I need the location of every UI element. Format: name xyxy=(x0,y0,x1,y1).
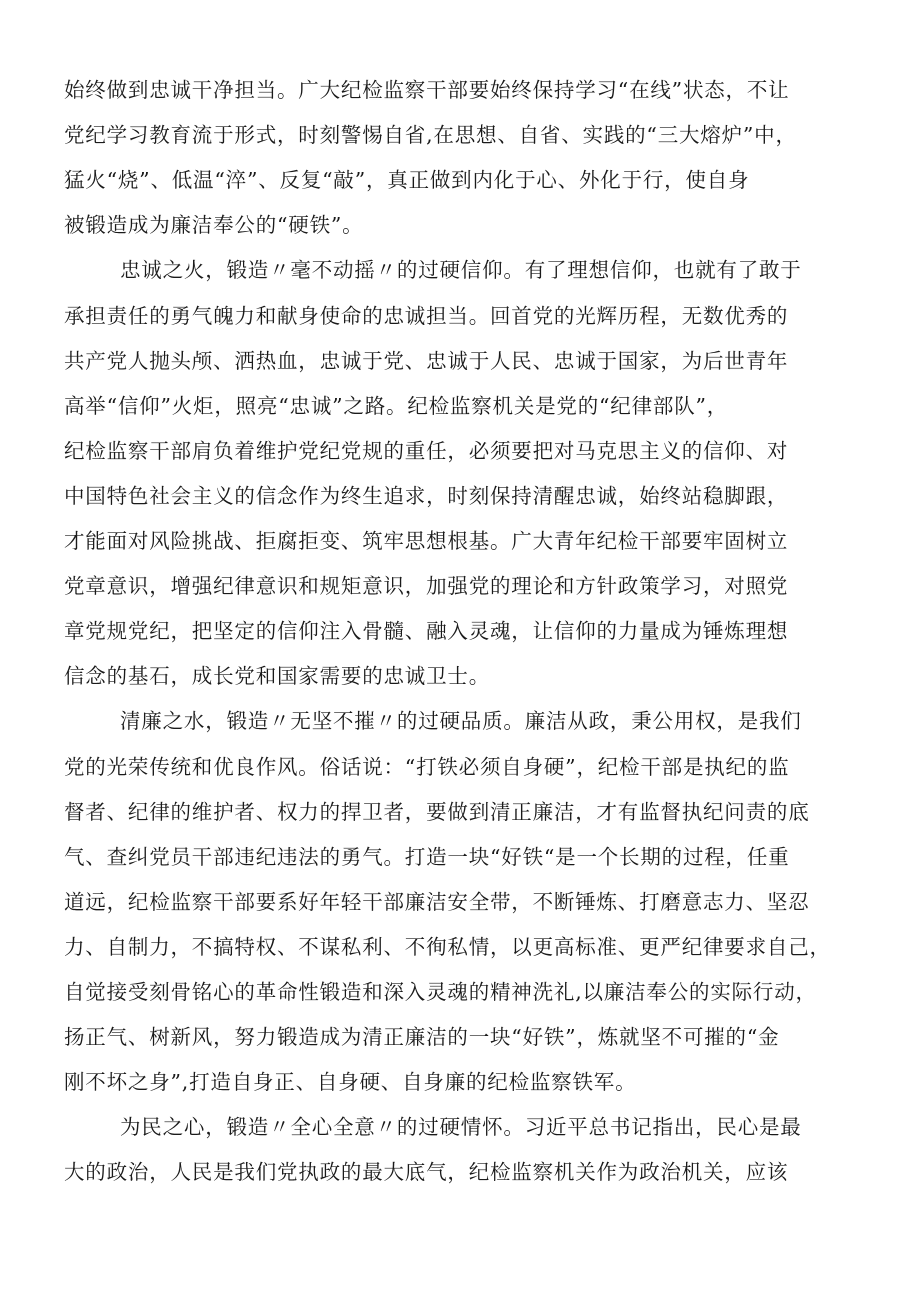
text-line: 纪检监察干部肩负着维护党纪党规的重任，必须要把对马克思主义的信仰、对 xyxy=(64,438,789,463)
text-line: 气、查纠党员干部违纪违法的勇气。打造一块“好铁“是一个长期的过程，任重 xyxy=(64,844,790,869)
text-line: 党纪学习教育流于形式，时刻警惕自省,在思想、自省、实践的“三大熔炉”中， xyxy=(64,123,797,148)
text-line: 承担责任的勇气魄力和献身使命的忠诚担当。回首党的光辉历程，无数优秀的 xyxy=(64,303,789,328)
text-line: 共产党人抛头颅、洒热血，忠诚于党、忠诚于人民、忠诚于国家，为后世青年 xyxy=(64,348,789,373)
paragraph-first-line: 为民之心，锻造〃全心全意〃的过硬情怀。习近平总书记指出，民心是最 xyxy=(120,1115,802,1140)
text-line: 章党规党纪，把坚定的信仰注入骨髓、融入灵魂，让信仰的力量成为锤炼理想 xyxy=(64,619,789,644)
text-line: 扬正气、树新风，努力锻造成为清正廉洁的一块“好铁”，炼就坚不可摧的“金 xyxy=(64,1025,780,1050)
text-line: 猛火“烧”、低温“淬”、反复“敲”，真正做到内化于心、外化于行，使自身 xyxy=(64,168,750,193)
text-line: 高举“信仰”火炬，照亮“忠诚”之路。纪检监察机关是党的“纪律部队”， xyxy=(64,393,729,418)
paragraph-first-line: 清廉之水，锻造〃无坚不摧〃的过硬品质。廉洁从政，秉公用权，是我们 xyxy=(120,709,802,734)
text-line: 自觉接受刻骨铭心的革命性锻造和深入灵魂的精神洗礼,以廉洁奉公的实际行动， xyxy=(64,980,817,1004)
text-line: 被锻造成为廉洁奉公的“硬铁”。 xyxy=(64,213,364,238)
text-line: 督者、纪律的维护者、权力的捍卫者，要做到清正廉洁，才有监督执纪问责的底 xyxy=(64,799,810,824)
text-line: 党章意识，增强纪律意识和规矩意识，加强党的理论和方针政策学习，对照党 xyxy=(64,574,789,599)
text-line: 中国特色社会主义的信念作为终生追求，时刻保持清醒忠诚，始终站稳脚跟， xyxy=(64,483,789,508)
text-line: 力、自制力，不搞特权、不谋私利、不徇私情，以更高标准、更严纪律要求自己， xyxy=(64,934,831,959)
text-line: 党的光荣传统和优良作风。俗话说：“打铁必须自身硬”，纪检干部是执纪的监 xyxy=(64,754,790,779)
text-line: 始终做到忠诚干净担当。广大纪检监察干部要始终保持学习“在线”状态，不让 xyxy=(64,78,790,102)
text-line: 大的政治，人民是我们党执政的最大底气，纪检监察机关作为政治机关，应该 xyxy=(64,1160,789,1185)
paragraph-first-line: 忠诚之火，锻造〃毫不动摇〃的过硬信仰。有了理想信仰，也就有了敢于 xyxy=(120,258,802,283)
text-line: 刚不坏之身”,打造自身正、自身硬、自身廉的纪检监察铁军。 xyxy=(64,1070,637,1095)
text-line: 才能面对风险挑战、拒腐拒变、筑牢思想根基。广大青年纪检干部要牢固树立 xyxy=(64,529,789,553)
text-line: 道远，纪检监察干部要系好年轻干部廉洁安全带，不断锤炼、打磨意志力、坚忍 xyxy=(64,889,810,914)
text-line: 信念的基石，成长党和国家需要的忠诚卫士。 xyxy=(64,664,490,689)
